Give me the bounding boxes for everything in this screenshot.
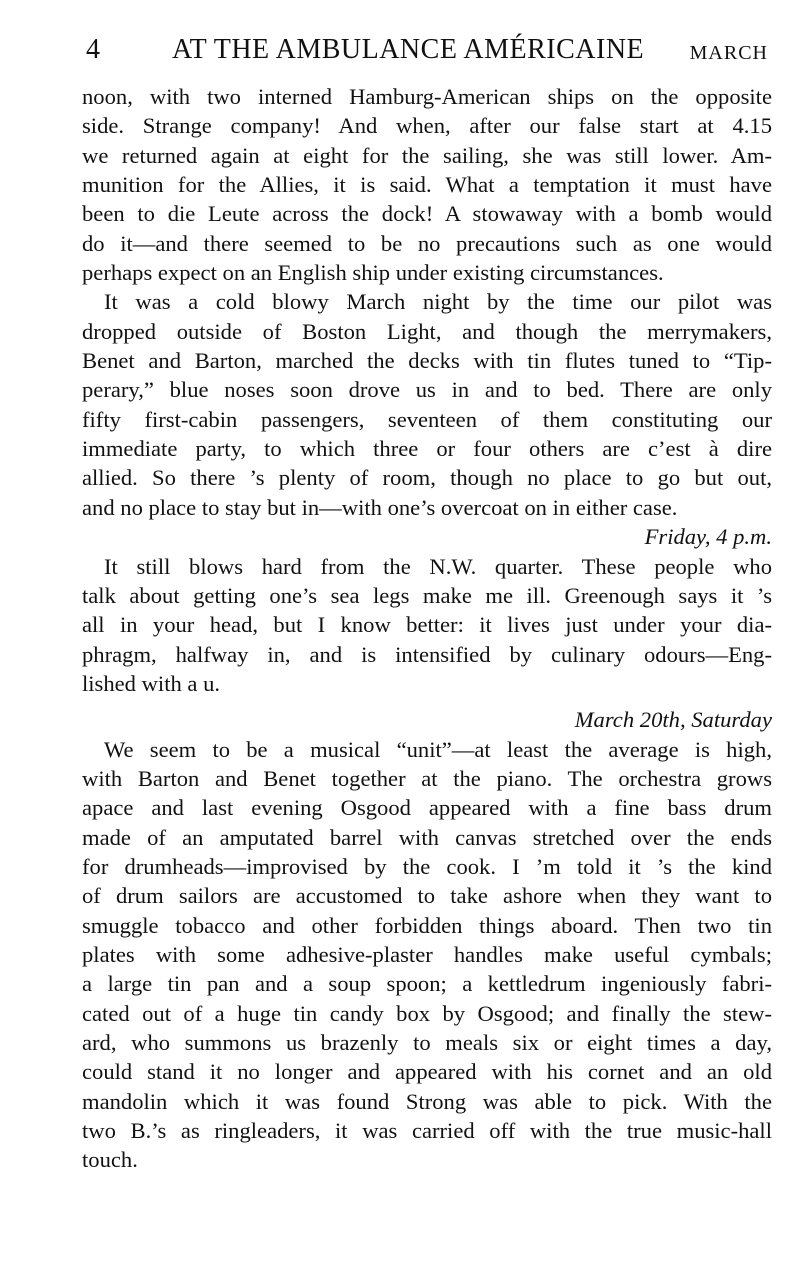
text-line: with Barton and Benet together at the piano. The orchestra grows [82, 765, 772, 791]
text-line: noon, with two interned Hamburg-American ships on the opposite [82, 84, 772, 109]
text-line: plates with some adhesive-plaster handles make useful cymbals; [82, 941, 772, 967]
text-line: touch. [82, 1147, 138, 1173]
text-line: mandolin which it was found Strong was able to pick. With the [82, 1088, 772, 1114]
text-line: munition for the Allies, it is said. What a temptation it must have [82, 172, 772, 198]
text-line: smuggle tobacco and other forbidden things aboard. Then two tin [82, 912, 772, 938]
text-line: allied. So there ’s plenty of room, though no place to go but out, [82, 465, 772, 491]
header-month: MARCH [689, 42, 768, 64]
text-line: side. Strange company! And when, after our false start at 4.15 [82, 113, 772, 139]
text-line: could stand it no longer and appeared with his cornet and an old [82, 1059, 772, 1085]
text-line: two B.’s as ringleaders, it was carried off with the true music-hall [82, 1118, 772, 1144]
text-line: fifty first-cabin passengers, seventeen of them constituting our [82, 406, 772, 432]
text-line: do it—and there seemed to be no precautions such as one would [82, 230, 772, 256]
text-line: a large tin pan and a soup spoon; a kettledrum ingeniously fabri- [82, 971, 772, 997]
running-title: AT THE AMBULANCE AMÉRICAINE [172, 34, 645, 65]
text-line: perhaps expect on an English ship under existing circumstances. [82, 260, 664, 286]
text-line: phragm, halfway in, and is intensified by culinary odours—Eng- [82, 641, 772, 667]
text-line: lished with a u. [82, 670, 221, 696]
page-number: 4 [86, 34, 101, 65]
date-heading: Friday, 4 p.m. [644, 524, 772, 550]
text-line: It was a cold blowy March night by the time our pilot was [104, 289, 772, 315]
running-header [86, 34, 768, 74]
text-line: made of an amputated barrel with canvas stretched over the ends [82, 824, 772, 850]
text-line: It still blows hard from the N.W. quarter. These people who [104, 553, 772, 579]
text-line: of drum sailors are accustomed to take ashore when they want to [82, 883, 772, 909]
text-line: cated out of a huge tin candy box by Osgood; and finally the stew- [82, 1000, 772, 1026]
text-line: for drumheads—improvised by the cook. I ’m told it ’s the kind [82, 853, 772, 879]
text-line: all in your head, but I know better: it lives just under your dia- [82, 612, 772, 638]
text-line: been to die Leute across the dock! A stowaway with a bomb would [82, 201, 772, 227]
text-line: we returned again at eight for the sailing, she was still lower. Am- [82, 142, 772, 168]
text-line: dropped outside of Boston Light, and though the merrymakers, [82, 318, 772, 344]
page-body [82, 82, 772, 1175]
date-heading: March 20th, Saturday [574, 707, 772, 733]
text-line: We seem to be a musical “unit”—at least the average is high, [104, 736, 772, 762]
text-line: Benet and Barton, marched the decks with tin flutes tuned to “Tip- [82, 348, 772, 374]
text-line: talk about getting one’s sea legs make me ill. Greenough says it ’s [82, 582, 772, 608]
text-line: perary,” blue noses soon drove us in and to bed. There are only [82, 377, 772, 403]
text-line: immediate party, to which three or four others are c’est à dire [82, 436, 772, 462]
text-line: and no place to stay but in—with one’s overcoat on in either case. [82, 494, 678, 520]
text-line: apace and last evening Osgood appeared with a fine bass drum [82, 795, 772, 821]
text-line: ard, who summons us brazenly to meals six or eight times a day, [82, 1030, 772, 1055]
